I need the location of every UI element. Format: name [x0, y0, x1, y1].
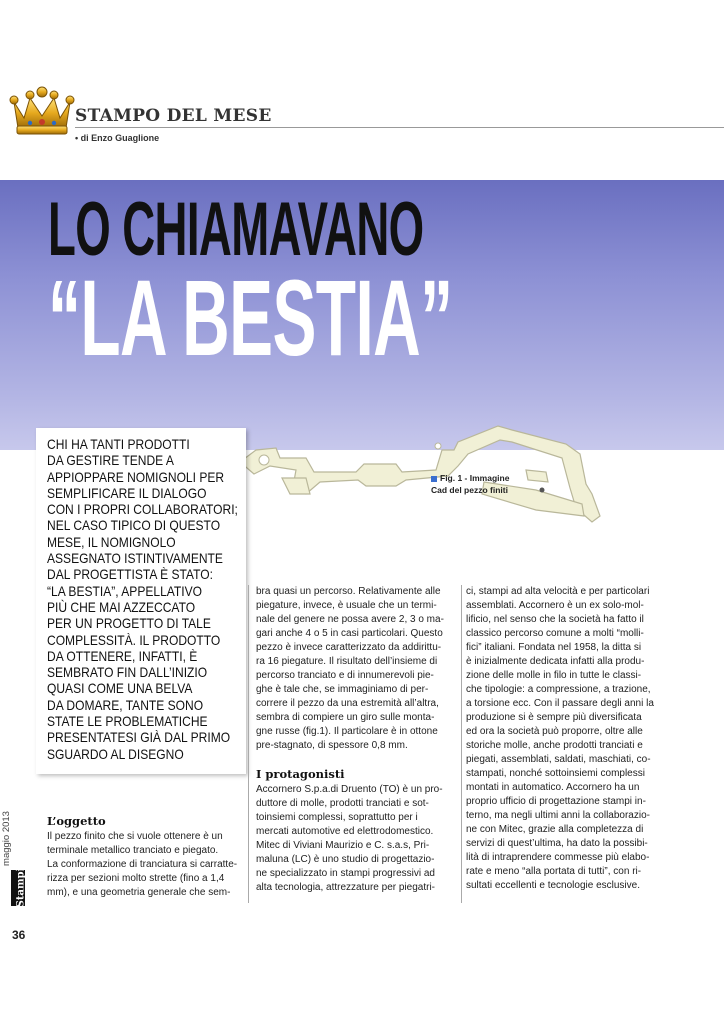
text-line: stampati, nonché sottoinsiemi complessi — [466, 768, 645, 779]
lead-line: QUASI COME UNA BELVA — [47, 680, 193, 697]
text-line: Accornero S.p.a.di Druento (TO) è un pro- — [256, 784, 443, 795]
lead-line: ASSEGNATO ISTINTIVAMENTE — [47, 550, 223, 567]
subheading: I protagonisti — [256, 767, 345, 781]
text-line: gari anche 4 o 5 in casi particolari. Questo — [256, 628, 443, 639]
text-line: pezzo è invece caratterizzato da addirittu- — [256, 642, 442, 653]
text-line: toinsiemi complessi, soprattutto per i — [256, 812, 418, 823]
text-line: ghe è tale che, se immaginiamo di per- — [256, 684, 429, 695]
text-line: La conformazione di tranciatura si carratte- — [47, 859, 238, 870]
byline: • di Enzo Guaglione — [75, 133, 160, 143]
lead-line: SGUARDO AL DISEGNO — [47, 745, 184, 762]
text-line: percorso tranciato e di innumerevoli pie- — [256, 670, 434, 681]
text-line: montati in automatico. Accornero ha un — [466, 782, 640, 793]
text-line: produzione si è sempre più diversificata — [466, 712, 642, 723]
magazine-logo: Stampi — [11, 870, 25, 906]
text-line: correre il pezzo da una estremità all’altra, — [256, 698, 439, 709]
column-divider — [248, 585, 249, 903]
lead-line: DA DOMARE, TANTE SONO — [47, 696, 204, 713]
lead-line: SEMPLIFICARE IL DIALOGO — [47, 484, 207, 501]
lead-line: CHI HA TANTI PRODOTTI — [47, 436, 190, 452]
lead-line: DA OTTENERE, INFATTI, È — [47, 647, 198, 664]
lead-line: DA GESTIRE TENDE A — [47, 452, 174, 469]
text-line: che tipologie: a compressione, a trazione, — [466, 684, 651, 695]
lead-line: DAL PROGETTISTA È STATO: — [47, 566, 213, 583]
text-line: maluna (LC) è uno studio di progettazio- — [256, 854, 435, 865]
column-1 — [47, 814, 247, 900]
text-line: piegati, assemblati, saldati, maschiati, co- — [466, 754, 651, 765]
page-number: 36 — [12, 928, 26, 942]
subheading: L’oggetto — [47, 814, 106, 828]
lead-line: CON I PROPRI COLLABORATORI; — [47, 501, 238, 518]
text-line: pre-stagnato, di spessore 0,8 mm. — [256, 740, 408, 751]
text-line: terno, ma negli ultimi anni la collaborazio- — [466, 810, 650, 821]
lead-line: PIÙ CHE MAI AZZECCATO — [47, 598, 196, 615]
text-line: è inizialmente dedicata infatti alla produ- — [466, 656, 645, 667]
text-line: terminale metallico tranciato e piegato. — [47, 845, 219, 856]
text-line: a torsione ecc. Con il passare degli anni la — [466, 698, 654, 709]
lead-line: SEMBRATO FIN DALL’INIZIO — [47, 664, 208, 681]
column-2 — [256, 585, 456, 895]
text-line: fici” italiani. Fondata nel 1958, la ditta si — [466, 642, 642, 653]
lead-line: “LA BESTIA”, APPELLATIVO — [47, 582, 203, 599]
text-line: ed ora la società può proporre, oltre alle — [466, 726, 643, 737]
text-line: storiche molle, anche prodotti tranciati e — [466, 740, 643, 751]
figure-caption-line-2: Cad del pezzo finiti — [431, 485, 508, 495]
figure-caption — [431, 472, 509, 496]
text-line: zione delle molle in filo in tutte le classi- — [466, 670, 642, 681]
headline-line-1: LO CHIAMAVANO — [48, 187, 424, 272]
text-line: sultati eccellenti e tecnologie esclusive. — [466, 880, 640, 891]
column-3 — [466, 585, 666, 893]
paragraph-gap — [256, 753, 456, 767]
text-line: Il pezzo finito che si vuole ottenere è un — [47, 831, 223, 842]
cad-part-image — [236, 420, 616, 530]
text-line: gne russe (fig.1). Il particolare è in ottone — [256, 726, 438, 737]
text-line: ne specializzato in stampi progressivi ad — [256, 868, 435, 879]
text-line: lificio, nel senso che la società ha fatto il — [466, 614, 644, 625]
text-line: classico percorso comune a molti “molli- — [466, 628, 644, 639]
text-line: duttore di molle, prodotti tranciati e sot- — [256, 798, 429, 809]
text-line: sembra di compiere un giro sulle monta- — [256, 712, 435, 723]
text-line: proprio ufficio di progettazione stampi in- — [466, 796, 646, 807]
lead-line: PER UN PROGETTO DI TALE — [47, 615, 211, 632]
lead-line: PRESENTATESI GIÀ DAL PRIMO — [47, 729, 231, 746]
text-line: Mitec di Viviani Maurizio e C. s.a.s, Pri- — [256, 840, 430, 851]
text-line: mercati automotive ed elettrodomestico. — [256, 826, 434, 837]
text-line: bra quasi un percorso. Relativamente alle — [256, 586, 441, 597]
lead-line: MESE, IL NOMIGNOLO — [47, 533, 176, 550]
headline-line-2: “LA BESTIA” — [48, 257, 453, 378]
square-icon — [431, 476, 437, 482]
text-line: ci, stampi ad alta velocità e per particolari — [466, 586, 650, 597]
text-line: alta tecnologia, attrezzature per piegatri- — [256, 882, 435, 893]
text-line: rate e meno “alla portata di tutti”, con ri- — [466, 866, 642, 877]
text-line: piegature, invece, è usuale che un termi- — [256, 600, 437, 611]
lead-line: NEL CASO TIPICO DI QUESTO — [47, 517, 221, 534]
column-divider — [461, 585, 462, 903]
text-line: ne con Mitec, grazie alla completezza di — [466, 824, 644, 835]
text-line: assemblati. Accornero è un ex solo-mol- — [466, 600, 644, 611]
lead-line: COMPLESSITÀ. IL PRODOTTO — [47, 631, 221, 648]
figure-caption-line-1: Fig. 1 - Immagine — [440, 473, 510, 483]
lead-line: STATE LE PROBLEMATICHE — [47, 713, 208, 730]
text-line: mm), e una geometria generale che sem- — [47, 887, 231, 898]
text-line: servizi di quest’ultima, ha dato la possibi- — [466, 838, 648, 849]
issue-date: maggio 2013 — [0, 811, 12, 866]
text-line: lità di intraprendere commesse più elabo- — [466, 852, 650, 863]
text-line: nale del genere ne possa avere 2, 3 o ma- — [256, 614, 444, 625]
lead-line: APPIOPPARE NOMIGNOLI PER — [47, 468, 225, 485]
lead-paragraph — [47, 436, 247, 762]
text-line: rizza per sezioni molto strette (fino a 1,4 — [47, 873, 225, 884]
section-divider — [75, 127, 724, 128]
text-line: ra 16 piegature. Il risultato dell’insieme di — [256, 656, 438, 667]
crown-icon — [8, 82, 76, 136]
section-title: STAMPO DEL MESE — [75, 106, 272, 126]
